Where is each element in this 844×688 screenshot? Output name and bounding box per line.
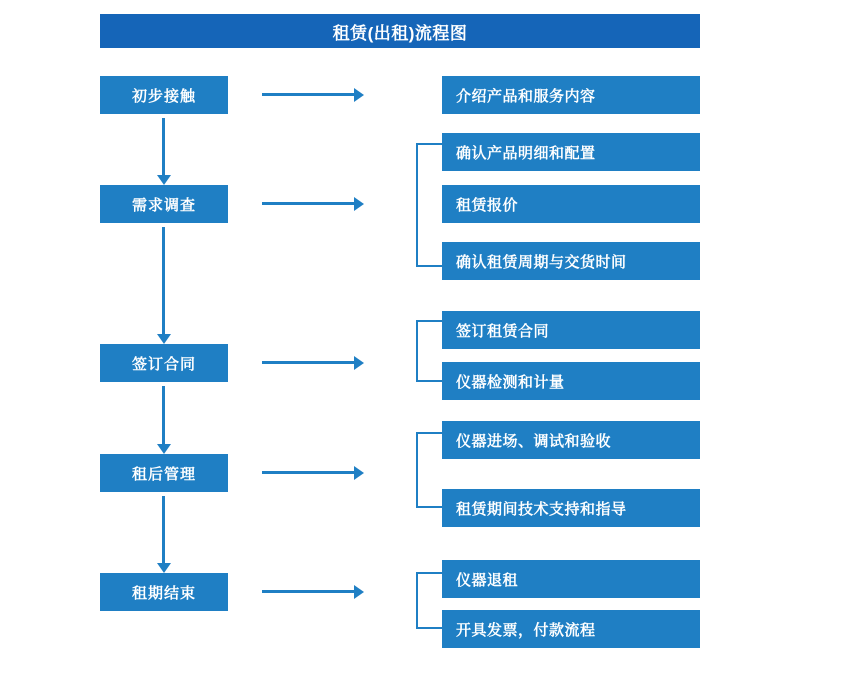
vertical-arrow-3	[162, 386, 165, 445]
stage-box-sign-contract[interactable]: 签订合同	[100, 344, 228, 382]
horizontal-arrow-5	[262, 590, 354, 593]
detail-box-confirm-rental-period[interactable]: 确认租赁周期与交货时间	[442, 242, 700, 280]
detail-box-rental-quote[interactable]: 租赁报价	[442, 185, 700, 223]
vertical-arrow-4	[162, 496, 165, 564]
stage-box-post-rental-management[interactable]: 租后管理	[100, 454, 228, 492]
stage-box-requirement-survey[interactable]: 需求调查	[100, 185, 228, 223]
detail-box-technical-support[interactable]: 租赁期间技术支持和指导	[442, 489, 700, 527]
diagram-title: 租赁(出租)流程图	[100, 14, 700, 48]
group-bracket-post-rental-management	[416, 432, 442, 508]
group-bracket-sign-contract	[416, 320, 442, 382]
horizontal-arrow-2	[262, 202, 354, 205]
detail-box-instrument-inspection[interactable]: 仪器检测和计量	[442, 362, 700, 400]
horizontal-arrow-4	[262, 471, 354, 474]
detail-box-instrument-return[interactable]: 仪器退租	[442, 560, 700, 598]
vertical-arrow-2	[162, 227, 165, 335]
stage-box-rental-end[interactable]: 租期结束	[100, 573, 228, 611]
detail-box-sign-rental-contract[interactable]: 签订租赁合同	[442, 311, 700, 349]
horizontal-arrow-3	[262, 361, 354, 364]
detail-box-instrument-delivery[interactable]: 仪器进场、调试和验收	[442, 421, 700, 459]
detail-box-confirm-product-details[interactable]: 确认产品明细和配置	[442, 133, 700, 171]
detail-box-introduce-products[interactable]: 介绍产品和服务内容	[442, 76, 700, 114]
horizontal-arrow-1	[262, 93, 354, 96]
stage-box-initial-contact[interactable]: 初步接触	[100, 76, 228, 114]
group-bracket-requirement-survey	[416, 143, 442, 267]
vertical-arrow-1	[162, 118, 165, 176]
group-bracket-rental-end	[416, 572, 442, 629]
detail-box-invoice-payment[interactable]: 开具发票，付款流程	[442, 610, 700, 648]
